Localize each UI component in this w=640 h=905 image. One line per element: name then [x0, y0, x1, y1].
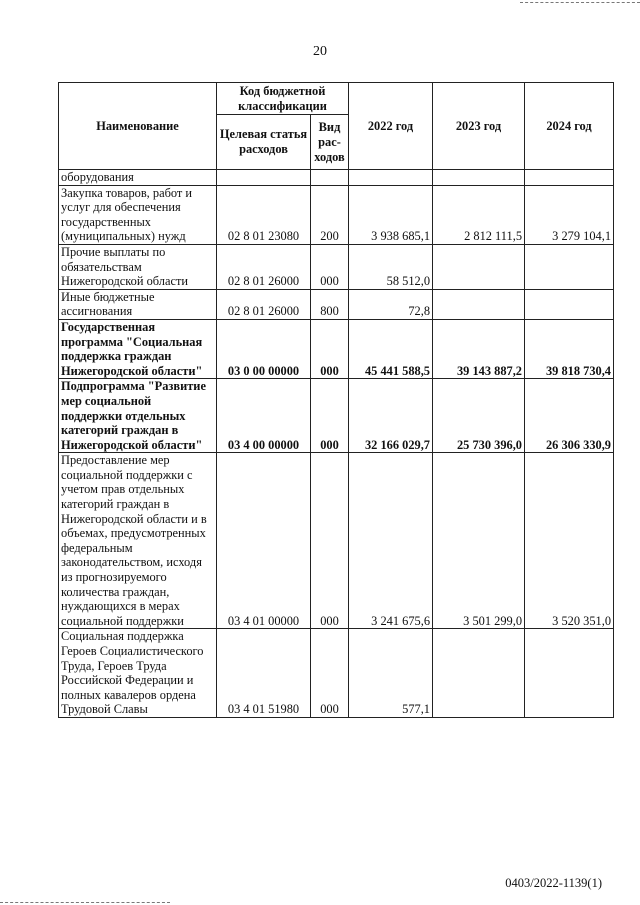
table-row [59, 379, 614, 453]
cell-expense-type: 200 [311, 185, 349, 244]
cell-expense-type [311, 170, 349, 186]
cell-2023: 39 143 887,2 [433, 319, 525, 378]
header-code-group: Код бюджетной классификации [217, 83, 349, 115]
cell-2023 [433, 629, 525, 718]
cell-2023 [433, 170, 525, 186]
header-name: Наименование [59, 83, 217, 170]
cell-target-article: 02 8 01 26000 [217, 244, 311, 289]
cell-2022 [349, 170, 433, 186]
cell-target-article: 02 8 01 26000 [217, 289, 311, 319]
cell-2024: 39 818 730,4 [525, 319, 614, 378]
cell-2023: 2 812 111,5 [433, 185, 525, 244]
page-number: 20 [313, 44, 327, 59]
cell-2022: 3 241 675,6 [349, 453, 433, 629]
table-row [59, 244, 614, 289]
cell-name: Государственная программа "Социальная поддержка граждан Нижегородской области" [59, 319, 217, 378]
cell-name: Иные бюджетные ассигнования [59, 289, 217, 319]
document-code: 0403/2022-1139(1) [505, 876, 602, 890]
cell-2022: 58 512,0 [349, 244, 433, 289]
cell-2023: 3 501 299,0 [433, 453, 525, 629]
cell-2023 [433, 244, 525, 289]
cell-target-article: 02 8 01 23080 [217, 185, 311, 244]
cell-target-article [217, 170, 311, 186]
header-2022: 2022 год [349, 83, 433, 170]
cell-name: оборудования [59, 170, 217, 186]
cell-2024: 3 279 104,1 [525, 185, 614, 244]
table-row [59, 453, 614, 629]
cell-name: Предоставление мер социальной поддержки с учетом прав отдельных категорий граждан в Нижегородской области и в объемах, предусмотренных федеральным законодательством, исходя из прогнозируемого количества граждан, нуждающихся в мерах социальной поддержки [59, 453, 217, 629]
cell-2023: 25 730 396,0 [433, 379, 525, 453]
scan-artifact-line [0, 902, 170, 904]
cell-expense-type: 000 [311, 319, 349, 378]
header-2024: 2024 год [525, 83, 614, 170]
table-row [59, 170, 614, 186]
cell-2023 [433, 289, 525, 319]
cell-name: Прочие выплаты по обязательствам Нижегородской области [59, 244, 217, 289]
table-row [59, 319, 614, 378]
cell-name: Социальная поддержка Героев Социалистического Труда, Героев Труда Российской Федерации и полных кавалеров ордена Трудовой Славы [59, 629, 217, 718]
table-row [59, 289, 614, 319]
cell-2022: 3 938 685,1 [349, 185, 433, 244]
cell-2022: 32 166 029,7 [349, 379, 433, 453]
cell-2024 [525, 629, 614, 718]
cell-name: Закупка товаров, работ и услуг для обеспечения государственных (муниципальных) нужд [59, 185, 217, 244]
cell-target-article: 03 4 01 51980 [217, 629, 311, 718]
header-2023: 2023 год [433, 83, 525, 170]
cell-2024: 26 306 330,9 [525, 379, 614, 453]
cell-expense-type: 000 [311, 379, 349, 453]
cell-expense-type: 800 [311, 289, 349, 319]
header-target-article: Целевая статья расходов [217, 115, 311, 170]
table-row [59, 185, 614, 244]
cell-target-article: 03 4 01 00000 [217, 453, 311, 629]
table-body [59, 170, 614, 718]
cell-2024 [525, 170, 614, 186]
cell-expense-type: 000 [311, 629, 349, 718]
cell-target-article: 03 0 00 00000 [217, 319, 311, 378]
cell-2022: 72,8 [349, 289, 433, 319]
table-row [59, 629, 614, 718]
cell-name: Подпрограмма "Развитие мер социальной поддержки отдельных категорий граждан в Нижегородской области" [59, 379, 217, 453]
cell-target-article: 03 4 00 00000 [217, 379, 311, 453]
cell-2024 [525, 289, 614, 319]
cell-expense-type: 000 [311, 453, 349, 629]
scan-artifact-line [520, 2, 640, 4]
cell-2024 [525, 244, 614, 289]
cell-expense-type: 000 [311, 244, 349, 289]
budget-table [58, 82, 614, 718]
cell-2024: 3 520 351,0 [525, 453, 614, 629]
header-expense-type: Вид рас-ходов [311, 115, 349, 170]
cell-2022: 577,1 [349, 629, 433, 718]
cell-2022: 45 441 588,5 [349, 319, 433, 378]
